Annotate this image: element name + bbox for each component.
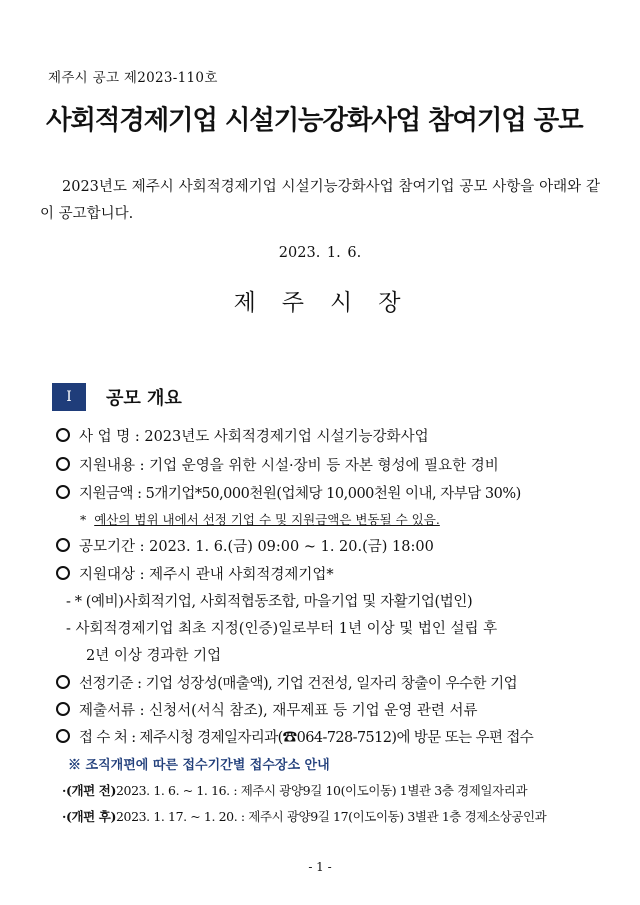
notice-number: 제주시 공고 제2023-110호 xyxy=(48,70,218,86)
item-text: 지원내용 : 기업 운영을 위한 시설·장비 등 자본 형성에 필요한 경비 xyxy=(79,458,499,474)
reorg-after-period xyxy=(62,807,546,825)
circle-bullet-icon xyxy=(56,428,70,442)
item-selection-criteria xyxy=(56,672,517,693)
reorg-before-text: 2023. 1. 6. ~ 1. 16. : 제주시 광양9길 10(이도이동) 1별관 3층 경제일자리과 xyxy=(115,783,528,798)
note-asterisk: * xyxy=(80,512,87,527)
section-title: 공모 개요 xyxy=(106,388,182,409)
circle-bullet-icon xyxy=(56,566,70,580)
circle-bullet-icon xyxy=(56,729,70,743)
reorg-after-label: ·(개편 후) xyxy=(62,809,116,824)
eligibility-sub2-line1: - 사회적경제기업 최초 지정(인증)일로부터 1년 이상 및 법인 설립 후 xyxy=(66,621,498,637)
section-number-box: Ⅰ xyxy=(52,383,86,411)
section-heading xyxy=(52,383,182,411)
amount-note xyxy=(80,510,440,528)
item-text: 지원금액 : 5개기업*50,000천원(업체당 10,000천원 이내, 자부담 30%) xyxy=(79,486,521,502)
item-text: 지원대상 : 제주시 관내 사회적경제기업* xyxy=(79,567,334,583)
item-project-name xyxy=(56,425,429,446)
item-support-content xyxy=(56,454,499,475)
announcement-date: 2023. 1. 6. xyxy=(278,245,362,261)
item-text: 사 업 명 : 2023년도 사회적경제기업 시설기능강화사업 xyxy=(79,429,429,445)
reorg-after-text: 2023. 1. 17. ~ 1. 20. : 제주시 광양9길 17(이도이동) 3별관 1층 경제소상공인과 xyxy=(115,809,547,824)
circle-bullet-icon xyxy=(56,702,70,716)
item-text: 공모기간 : 2023. 1. 6.(금) 09:00 ~ 1. 20.(금) 18:00 xyxy=(79,539,434,555)
eligibility-sub1: - * (예비)사회적기업, 사회적협동조합, 마을기업 및 자활기업(법인) xyxy=(66,594,473,610)
item-support-amount xyxy=(56,482,521,503)
item-text: 선정기준 : 기업 성장성(매출액), 기업 건전성, 일자리 창출이 우수한 기업 xyxy=(79,676,518,692)
intro-paragraph: 2023년도 제주시 사회적경제기업 시설기능강화사업 참여기업 공모 사항을 아래와 같이 공고합니다. xyxy=(40,179,600,222)
circle-bullet-icon xyxy=(56,675,70,689)
reorg-notice-heading: ※ 조직개편에 따른 접수기간별 접수장소 안내 xyxy=(68,758,330,773)
circle-bullet-icon xyxy=(56,538,70,552)
item-documents xyxy=(56,699,477,720)
page-number: - 1 - xyxy=(308,860,332,874)
reorg-before-period xyxy=(62,781,527,799)
document-title: 사회적경제기업 시설기능강화사업 참여기업 공모 xyxy=(46,105,583,136)
item-text: 접 수 처 : 제주시청 경제일자리과(☎064-728-7512)에 방문 또는 우편 접수 xyxy=(79,730,534,746)
circle-bullet-icon xyxy=(56,457,70,471)
reorg-before-label: ·(개편 전) xyxy=(62,783,116,798)
circle-bullet-icon xyxy=(56,485,70,499)
item-reception xyxy=(56,726,533,747)
issuer-name: 제주시장 xyxy=(233,290,427,316)
item-text: 제출서류 : 신청서(서식 참조), 재무제표 등 기업 운영 관련 서류 xyxy=(79,703,478,719)
item-application-period xyxy=(56,535,434,556)
item-eligibility xyxy=(56,563,334,584)
note-text: 예산의 범위 내에서 선정 기업 수 및 지원금액은 변동될 수 있음. xyxy=(94,512,440,527)
eligibility-sub2-line2: 2년 이상 경과한 기업 xyxy=(86,648,222,664)
